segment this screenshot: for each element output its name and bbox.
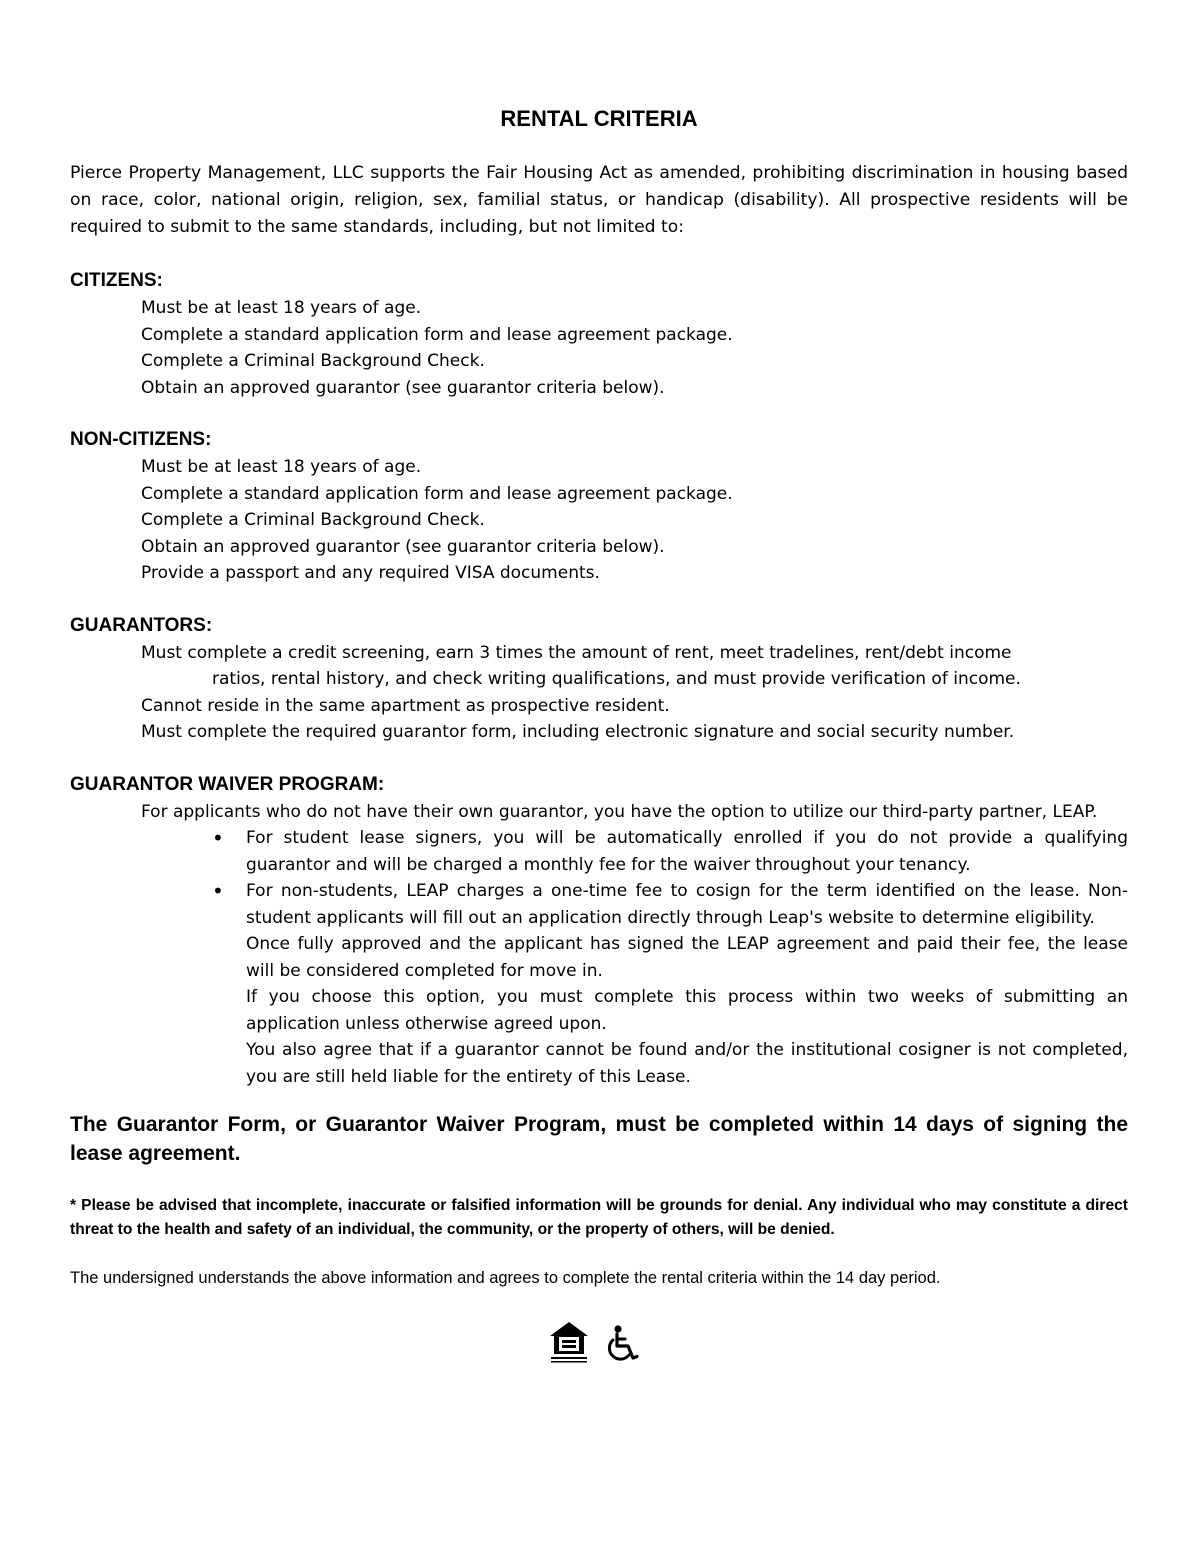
waiver-heading: GUARANTOR WAIVER PROGRAM:	[70, 773, 385, 795]
non-citizens-section	[70, 426, 1128, 587]
footer-logos	[60, 1320, 1128, 1364]
denial-notice: * Please be advised that incomplete, inaccurate or falsified information will be grounds for denial. Any individual who may constitute a direct threat to the health and safety of an individual, the community, or the property of others, will be denied.	[70, 1197, 1128, 1238]
citizens-heading: CITIZENS:	[70, 270, 163, 291]
undersigned-statement: The undersigned understands the above information and agrees to complete the rental criteria within the 14 day period.	[70, 1269, 941, 1287]
list-item: Must be at least 18 years of age.	[141, 298, 422, 318]
non-citizens-list	[141, 454, 1128, 587]
list-item: Cannot reside in the same apartment as prospective resident.	[141, 695, 670, 716]
document-page	[70, 106, 1128, 1364]
waiver-section	[70, 771, 1128, 1091]
citizens-list	[141, 295, 1128, 401]
guarantors-heading: GUARANTORS:	[70, 614, 213, 636]
guarantor-requirement-line1: Must complete a credit screening, earn 3 times the amount of rent, meet tradelines, rent/debt income	[141, 642, 1012, 663]
list-item: Obtain an approved guarantor (see guarantor criteria below).	[141, 377, 665, 398]
wheelchair-icon	[604, 1324, 640, 1364]
intro-paragraph: Pierce Property Management, LLC supports the Fair Housing Act as amended, prohibiting discrimination in housing based on race, color, national origin, religion, sex, familial status, or handicap (disability). All prospective residents will be required to submit to the same standards, including, but not limited to:	[70, 163, 1128, 237]
list-item: Provide a passport and any required VISA documents.	[141, 563, 600, 583]
list-item: Must be at least 18 years of age.	[141, 457, 422, 477]
citizens-section	[70, 267, 1128, 401]
list-item: Complete a standard application form and lease agreement package.	[141, 324, 733, 345]
completion-deadline-statement: The Guarantor Form, or Guarantor Waiver Program, must be completed within 14 days of signing the lease agreement.	[70, 1113, 1128, 1165]
waiver-approval-paragraph: Once fully approved and the applicant has signed the LEAP agreement and paid their fee, the lease will be considered completed for move in.	[246, 934, 1128, 981]
waiver-liability-paragraph: You also agree that if a guarantor cannot be found and/or the institutional cosigner is not completed, you are still held liable for the entirety of this Lease.	[246, 1040, 1128, 1087]
list-item	[141, 640, 1128, 693]
list-item: Complete a Criminal Background Check.	[141, 351, 485, 371]
list-item: Must complete the required guarantor form, including electronic signature and social security number.	[141, 722, 1015, 742]
guarantor-requirement-line2: ratios, rental history, and check writing qualifications, and must provide verification of income.	[212, 669, 1021, 689]
equal-housing-icon	[548, 1320, 590, 1364]
list-item: Obtain an approved guarantor (see guarantor criteria below).	[141, 536, 665, 557]
list-item: Complete a standard application form and lease agreement package.	[141, 483, 733, 504]
page-title: RENTAL CRITERIA	[500, 106, 698, 131]
waiver-bullets	[246, 825, 1128, 1090]
waiver-timing-paragraph: If you choose this option, you must complete this process within two weeks of submitting an application unless otherwise agreed upon.	[246, 987, 1128, 1034]
list-item: Complete a Criminal Background Check.	[141, 510, 485, 530]
bullet-item-non-student: • For non-students, LEAP charges a one-time fee to cosign for the term identified on the lease. Non-student applicants will fill out an application directly through Leap's website to determine eligibility.	[246, 878, 1128, 931]
bullet-item-student: • For student lease signers, you will be automatically enrolled if you do not provide a qualifying guarantor and will be charged a monthly fee for the waiver throughout your tenancy.	[246, 825, 1128, 878]
guarantors-list	[141, 640, 1128, 746]
non-citizens-heading: NON-CITIZENS:	[70, 429, 212, 450]
waiver-intro: For applicants who do not have their own guarantor, you have the option to utilize our third-party partner, LEAP.	[141, 801, 1098, 822]
guarantors-section	[70, 612, 1128, 746]
